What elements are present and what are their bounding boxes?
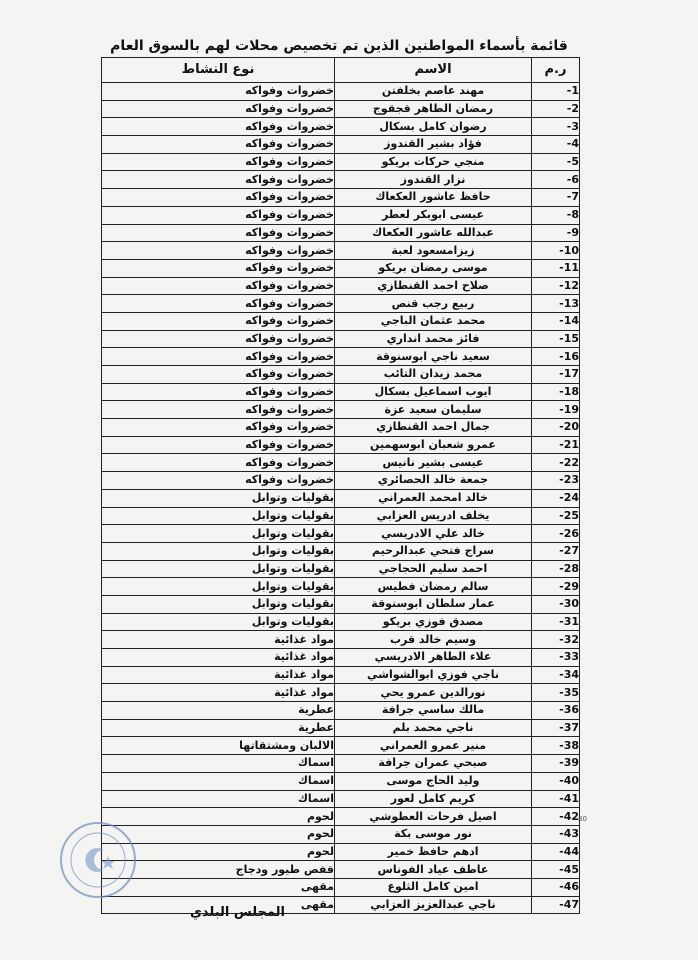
row-activity: لحوم	[102, 808, 335, 826]
row-name: عيسى بشير نانيس	[335, 454, 532, 472]
row-activity: خضروات وفواكه	[102, 383, 335, 401]
table-row	[102, 595, 580, 613]
row-activity: خضروات وفواكه	[102, 295, 335, 313]
table-row	[102, 153, 580, 171]
table-row	[102, 525, 580, 543]
row-activity: خضروات وفواكه	[102, 348, 335, 366]
row-name: وسيم خالد قرب	[335, 631, 532, 649]
table-row	[102, 702, 580, 720]
row-number: -10	[532, 242, 580, 260]
row-number: -28	[532, 560, 580, 578]
table-row	[102, 83, 580, 101]
row-activity: قفص طيور ودجاج	[102, 861, 335, 879]
row-name: جمعة خالد الحصائري	[335, 472, 532, 490]
table-row	[102, 330, 580, 348]
row-name: ناجي عبدالعزيز العزابي	[335, 896, 532, 914]
row-number: -17	[532, 366, 580, 384]
row-activity: خضروات وفواكه	[102, 136, 335, 154]
table-row	[102, 755, 580, 773]
row-number: -13	[532, 295, 580, 313]
table-row	[102, 171, 580, 189]
row-number: -9	[532, 224, 580, 242]
row-activity: مواد غذائية	[102, 649, 335, 667]
table-row	[102, 366, 580, 384]
row-activity: خضروات وفواكه	[102, 259, 335, 277]
row-activity: لحوم	[102, 825, 335, 843]
page-title: قائمة بأسماء المواطنين الذين تم تخصيص محلات لهم بالسوق العام	[110, 38, 568, 54]
row-number: -41	[532, 790, 580, 808]
row-number: -3	[532, 118, 580, 136]
row-activity: خضروات وفواكه	[102, 454, 335, 472]
row-number: -5	[532, 153, 580, 171]
column-header-activity: نوع النشاط	[102, 58, 335, 83]
row-activity: مواد غذائية	[102, 684, 335, 702]
table-row	[102, 861, 580, 879]
row-activity: خضروات وفواكه	[102, 436, 335, 454]
table-row	[102, 737, 580, 755]
row-number: -31	[532, 613, 580, 631]
row-activity: خضروات وفواكه	[102, 401, 335, 419]
row-number: -27	[532, 542, 580, 560]
table-row	[102, 118, 580, 136]
row-number: -8	[532, 206, 580, 224]
row-activity: اسماك	[102, 755, 335, 773]
row-name: كريم كامل لعور	[335, 790, 532, 808]
row-name: نورالدين عمرو يحي	[335, 684, 532, 702]
row-number: -24	[532, 489, 580, 507]
table-row	[102, 649, 580, 667]
row-number: -11	[532, 259, 580, 277]
row-name: جمال احمد القنطازي	[335, 419, 532, 437]
row-activity: خضروات وفواكه	[102, 224, 335, 242]
table-row	[102, 454, 580, 472]
row-name: فؤاد بشير القندوز	[335, 136, 532, 154]
table-row	[102, 312, 580, 330]
row-activity: خضروات وفواكه	[102, 118, 335, 136]
column-header-number: ر.م	[532, 58, 580, 83]
row-activity: اسماك	[102, 790, 335, 808]
row-name: سليمان سعيد عزة	[335, 401, 532, 419]
row-name: مصدق فوزي بريكو	[335, 613, 532, 631]
table-row	[102, 472, 580, 490]
row-number: -45	[532, 861, 580, 879]
row-activity: بقوليات وتوابل	[102, 613, 335, 631]
table-row	[102, 772, 580, 790]
row-number: -35	[532, 684, 580, 702]
row-number: -43	[532, 825, 580, 843]
row-name: امين كامل الثلوع	[335, 878, 532, 896]
row-name: خالد علي الادريسي	[335, 525, 532, 543]
row-name: سراج فتحي عبدالرحيم	[335, 542, 532, 560]
row-name: ناجي محمد بلم	[335, 719, 532, 737]
table-row	[102, 790, 580, 808]
table-row	[102, 825, 580, 843]
table-row	[102, 401, 580, 419]
footer-signature: المجلس البلدي	[190, 905, 286, 920]
row-number: -47	[532, 896, 580, 914]
row-activity: خضروات وفواكه	[102, 83, 335, 101]
row-name: عيسى ابوبكر لعطر	[335, 206, 532, 224]
row-activity: خضروات وفواكه	[102, 189, 335, 207]
table-row	[102, 896, 580, 914]
row-name: علاء الطاهر الادريسي	[335, 649, 532, 667]
row-name: احمد سليم الحجاجي	[335, 560, 532, 578]
row-name: محمد زيدان التائب	[335, 366, 532, 384]
row-activity: مواد غذائية	[102, 666, 335, 684]
table-row	[102, 383, 580, 401]
row-name: ايوب اسماعيل بسكال	[335, 383, 532, 401]
municipal-seal-icon	[58, 820, 138, 900]
row-activity: خضروات وفواكه	[102, 330, 335, 348]
row-name: رمضان الطاهر قجقوج	[335, 100, 532, 118]
row-name: خالد امحمد العمراني	[335, 489, 532, 507]
row-name: سعيد ناجي ابوسنوقة	[335, 348, 532, 366]
row-number: -2	[532, 100, 580, 118]
table-row	[102, 631, 580, 649]
row-activity: خضروات وفواكه	[102, 277, 335, 295]
table-row	[102, 206, 580, 224]
row-number: -44	[532, 843, 580, 861]
table-row	[102, 843, 580, 861]
row-activity: خضروات وفواكه	[102, 171, 335, 189]
table-row	[102, 507, 580, 525]
row-name: وليد الحاج موسى	[335, 772, 532, 790]
row-number: -33	[532, 649, 580, 667]
row-activity: بقوليات وتوابل	[102, 489, 335, 507]
table-row	[102, 436, 580, 454]
row-number: -30	[532, 595, 580, 613]
row-name: نزار القندوز	[335, 171, 532, 189]
row-number: -20	[532, 419, 580, 437]
allocation-table	[101, 57, 580, 914]
row-activity: لحوم	[102, 843, 335, 861]
row-number: -14	[532, 312, 580, 330]
row-activity: مواد غذائية	[102, 631, 335, 649]
row-number: -19	[532, 401, 580, 419]
row-name: نور موسى بكة	[335, 825, 532, 843]
row-name: صبحي عمران جرافة	[335, 755, 532, 773]
row-name: مالك ساسي جرافة	[335, 702, 532, 720]
margin-mark: 80	[578, 815, 587, 823]
row-number: -25	[532, 507, 580, 525]
row-activity: بقوليات وتوابل	[102, 542, 335, 560]
row-activity: بقوليات وتوابل	[102, 560, 335, 578]
table-row	[102, 224, 580, 242]
row-name: ناجي فوزي ابوالشواشي	[335, 666, 532, 684]
table-header-row	[102, 58, 580, 83]
row-name: منير عمرو العمراني	[335, 737, 532, 755]
table-row	[102, 295, 580, 313]
row-activity: بقوليات وتوابل	[102, 578, 335, 596]
table-row	[102, 542, 580, 560]
row-number: -23	[532, 472, 580, 490]
row-number: -39	[532, 755, 580, 773]
row-activity: خضروات وفواكه	[102, 153, 335, 171]
row-name: عمار سلطان ابوسنوقة	[335, 595, 532, 613]
row-name: حافظ عاشور العكعاك	[335, 189, 532, 207]
row-activity: خضروات وفواكه	[102, 419, 335, 437]
row-activity: خضروات وفواكه	[102, 472, 335, 490]
row-activity: خضروات وفواكه	[102, 206, 335, 224]
row-number: -26	[532, 525, 580, 543]
table-row	[102, 578, 580, 596]
table-row	[102, 419, 580, 437]
table-row	[102, 136, 580, 154]
row-activity: الالبان ومشتقاتها	[102, 737, 335, 755]
row-activity: مقهى	[102, 878, 335, 896]
table-row	[102, 666, 580, 684]
row-number: -15	[532, 330, 580, 348]
row-number: -7	[532, 189, 580, 207]
row-activity: بقوليات وتوابل	[102, 525, 335, 543]
row-name: محمد عثمان الباجي	[335, 312, 532, 330]
table-row	[102, 259, 580, 277]
row-activity: اسماك	[102, 772, 335, 790]
column-header-name: الاسم	[335, 58, 532, 83]
table-row	[102, 489, 580, 507]
table-row	[102, 878, 580, 896]
row-number: -6	[532, 171, 580, 189]
row-number: -1	[532, 83, 580, 101]
row-name: صلاح احمد القنطازي	[335, 277, 532, 295]
row-number: -18	[532, 383, 580, 401]
row-name: زيزامسعود لعبة	[335, 242, 532, 260]
row-name: اصيل فرحات العطوشي	[335, 808, 532, 826]
row-activity: عطرية	[102, 719, 335, 737]
row-number: -29	[532, 578, 580, 596]
row-number: -16	[532, 348, 580, 366]
row-activity: خضروات وفواكه	[102, 242, 335, 260]
row-name: عاطف عياد الفوناس	[335, 861, 532, 879]
table-row	[102, 684, 580, 702]
row-name: يخلف ادريس العزابي	[335, 507, 532, 525]
row-number: -46	[532, 878, 580, 896]
row-activity: مقهى	[102, 896, 335, 914]
row-name: عمرو شعبان ابوسهمين	[335, 436, 532, 454]
table-row	[102, 277, 580, 295]
row-number: -34	[532, 666, 580, 684]
table-row	[102, 100, 580, 118]
row-number: -12	[532, 277, 580, 295]
table-row	[102, 719, 580, 737]
table-row	[102, 808, 580, 826]
table-row	[102, 560, 580, 578]
row-name: رضوان كامل بسكال	[335, 118, 532, 136]
row-activity: خضروات وفواكه	[102, 312, 335, 330]
row-name: سالم رمضان فطيس	[335, 578, 532, 596]
row-number: -4	[532, 136, 580, 154]
row-number: -37	[532, 719, 580, 737]
table-row	[102, 242, 580, 260]
table-row	[102, 613, 580, 631]
row-number: -32	[532, 631, 580, 649]
row-activity: خضروات وفواكه	[102, 366, 335, 384]
table-row	[102, 348, 580, 366]
row-name: ادهم حافظ خمير	[335, 843, 532, 861]
row-number: -21	[532, 436, 580, 454]
row-number: -36	[532, 702, 580, 720]
row-number: -42	[532, 808, 580, 826]
row-activity: عطرية	[102, 702, 335, 720]
row-activity: بقوليات وتوابل	[102, 507, 335, 525]
row-name: ربيع رجب قنص	[335, 295, 532, 313]
row-name: فائز محمد انداري	[335, 330, 532, 348]
row-name: موسى رمضان بريكو	[335, 259, 532, 277]
table-row	[102, 189, 580, 207]
row-number: -22	[532, 454, 580, 472]
row-number: -40	[532, 772, 580, 790]
row-name: مهند عاصم بخلفتن	[335, 83, 532, 101]
row-activity: خضروات وفواكه	[102, 100, 335, 118]
row-name: منجي حركات بريكو	[335, 153, 532, 171]
row-number: -38	[532, 737, 580, 755]
row-name: عبدالله عاشور العكعاك	[335, 224, 532, 242]
row-activity: بقوليات وتوابل	[102, 595, 335, 613]
